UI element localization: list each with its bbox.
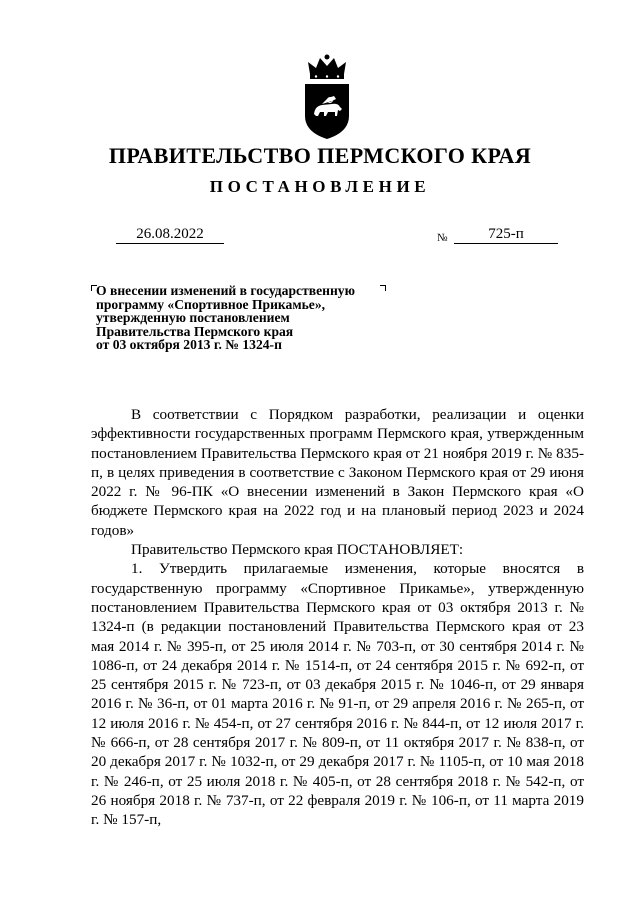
subject-line: программу «Спортивное Прикамье», <box>96 296 326 312</box>
subject-line: от 03 октября 2013 г. № 1324-п <box>96 337 282 352</box>
subject-line: Правительства Пермского края <box>96 323 294 339</box>
document-number: 725-п <box>454 226 558 244</box>
coat-of-arms-icon <box>302 54 352 140</box>
number-label: № <box>437 232 448 244</box>
resolution-paragraph: Правительство Пермского края ПОСТАНОВЛЯЕТ: <box>131 541 464 559</box>
preamble-paragraph: В соответствии с Порядком разработки, реализации и оценки эффективности государственных программ Пермского края, утвержденным постановлением Правительства Пермского края от 21 ноября 2019 г. № 835-п, в целях приведения в соответствие с Законом Пермского края от 29 июня 2022 г. № 96-ПК «О внесении изменений в Закон Пермского края «О бюджете Пермского края на 2022 год и на плановый период 2023 и 2024 годов» <box>91 406 584 539</box>
subject-line: О внесении изменений в государственную <box>96 283 355 298</box>
document-subject <box>96 284 396 352</box>
document-type: ПОСТАНОВЛЕНИЕ <box>209 177 431 196</box>
government-name: ПРАВИТЕЛЬСТВО ПЕРМСКОГО КРАЯ <box>108 143 532 168</box>
subject-line: утвержденную постановлением <box>96 310 290 325</box>
clause-1-paragraph: 1. Утвердить прилагаемые изменения, которые вносятся в государственную программу «Спортивное Прикамье», утвержденную постановлением Правительства Пермского края от 03 октября 2013 г. № 1324-п (в редакции постановлений Правительства Пермского края от 23 мая 2014 г. № 395-п, от 25 июля 2014 г. № 703-п, от 30 сентября 2014 г. № 1086-п, от 24 декабря 2014 г. № 1514-п, от 24 сентября 2015 г. № 692-п, от 25 сентября 2015 г. № 723-п, от 03 декабря 2015 г. № 1046-п, от 29 января 2016 г. № 36-п, от 01 марта 2016 г. № 91-п, от 29 апреля 2016 г. № 265-п, от 12 июля 2016 г. № 454-п, от 27 сентября 2016 г. № 844-п, от 12 июля 2017 г. № 666-п, от 28 сентября 2017 г. № 809-п, от 11 октября 2017 г. № 838-п, от 20 декабря 2017 г. № 1032-п, от 29 декабря 2017 г. № 1105-п, от 10 мая 2018 г. № 246-п, от 25 июля 2018 г. № 405-п, от 28 сентября 2018 г. № 542-п, от 26 ноября 2018 г. № 737-п, от 22 февраля 2019 г. № 106-п, от 11 марта 2019 г. № 157-п, <box>91 560 584 829</box>
document-date: 26.08.2022 <box>116 226 224 244</box>
document-body <box>91 405 584 830</box>
